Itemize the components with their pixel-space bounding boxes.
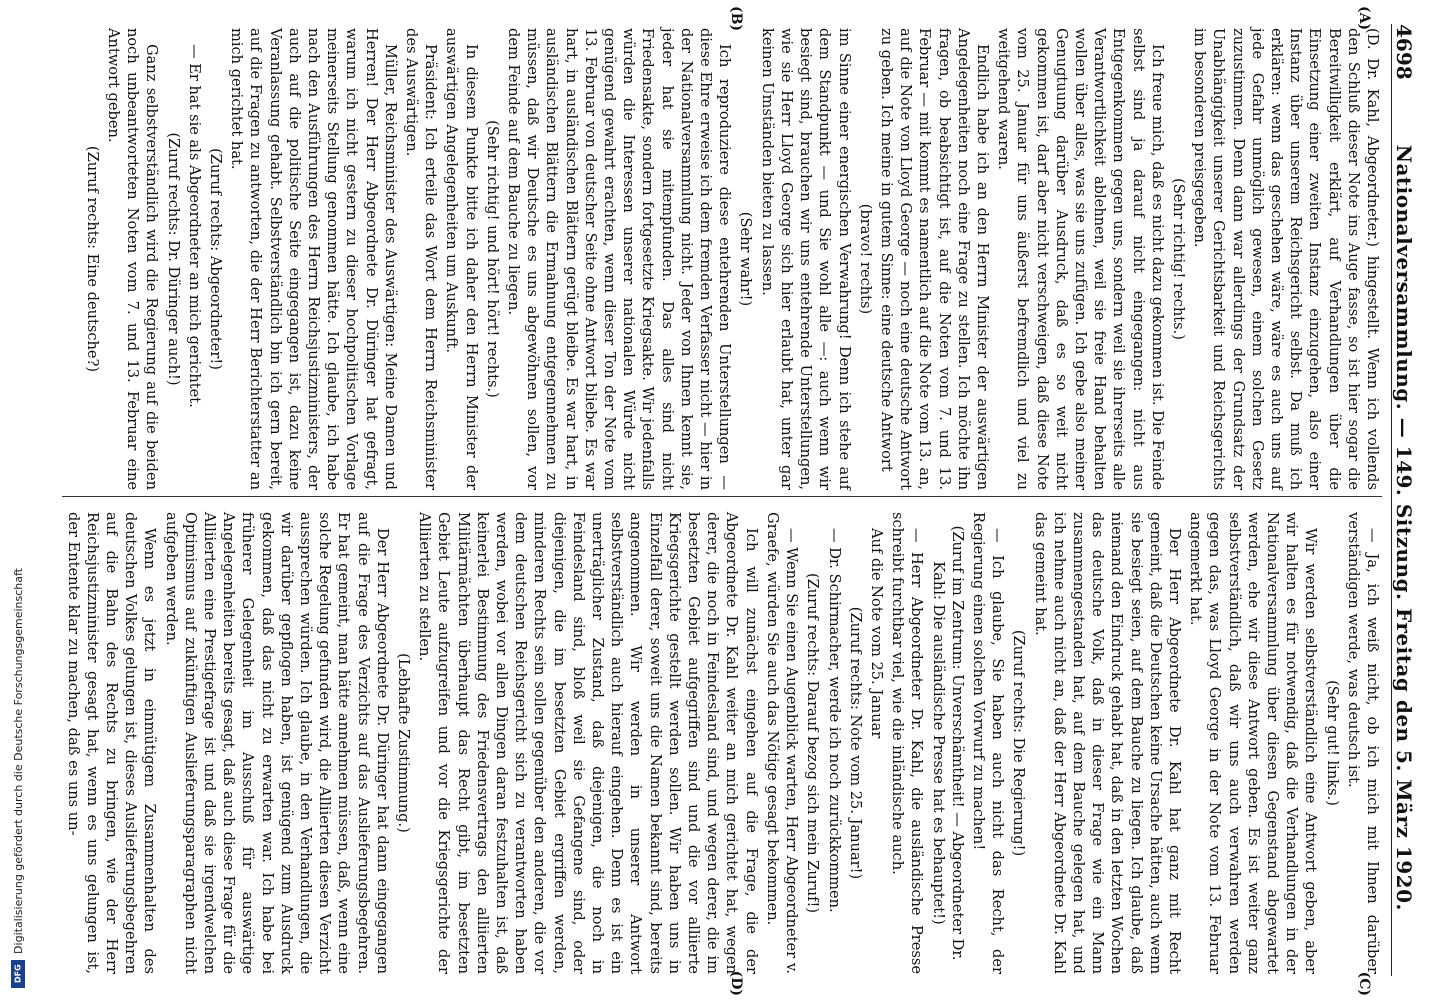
interjection: (Zuruf im Zentrum: Unverschämtheit! — Abgeordneter Dr. Kahl: Die ausländische Presse hat es behauptet!)	[929, 525, 966, 961]
paragraph: Müller, Reichsminister des Auswärtigen: Meine Damen und Herren! Der Herr Abgeordnete Dr. Düringer hat gefragt, warum ich nicht gestern zu dieser hochpolitischen Vorlage meinerseits Stellung genommen hätte. Ich glaube, ich habe nach den Ausführungen des Herrn Reichsjustizministers, der auch auf die politische Seite eingegangen ist, dazu keine Veranlassung gehabt. Selbstverständlich bin ich gern bereit, auf die Fragen zu antworten, die der Herr Berichterstatter an mich gerichtet hat.	[228, 28, 399, 490]
interjection: (Zuruf rechts: Abgeordneter!)	[207, 148, 225, 370]
paragraph: — Er hat sie als Abgeordneter an mich gerichtet.	[185, 44, 203, 408]
page-header	[1391, 24, 1426, 976]
margin-marker-b: (B)	[728, 6, 744, 32]
paragraph: — Ja, ich weiß nicht, ob ich mich mit Ihnen darüber verständigen werde, was deutsch ist.	[1344, 512, 1381, 974]
paragraph: — Ich glaube, Sie haben auch nicht das Recht, der Regierung einen solchen Vorwurf zu machen!	[969, 512, 1007, 974]
interjection: (Sehr richtig! rechts.)	[1169, 178, 1187, 340]
paragraph: Der Herr Abgeordnete Dr. Düringer hat dann eingegangen auf die Frage des Verzichts auf das Auslieferungsbegehren. Er hat gemeint, man hätte annehmen müssen, daß, wenn eine solche Regelung gefunden wird, die Alliierten diesen Verzicht aussprechen würden. Ich glaube, in den Verhandlungen, die wir darüber gepflogen haben, ist genügend zum Ausdruck gekommen, daß das nicht zu erwarten war. Ich habe bei früherer Gelegenheit im Ausschuß für auswärtige Angelegenheiten bereits gesagt, daß auch diese Frage für die Alliierten eine Prestigefrage ist und daß sie irgendwelchen Optimismus auf zukünftigen Auslieferungsparagraphen nicht aufgeben werden.	[162, 512, 391, 974]
paragraph: In diesem Punkte bitte ich daher den Herrn Minister der auswärtigen Angelegenheiten um Auskunft.	[443, 28, 480, 490]
margin-marker-a: (A)	[1356, 6, 1372, 31]
paragraph: Auf die Note vom 25. Januar	[867, 528, 885, 739]
paragraph: Endlich habe ich an den Herrn Minister der auswärtigen Angelegenheiten noch eine Frage zu stellen. Ich möchte ihn fragen, ob beabsichtigt ist, auf die Noten vom 7. und 13. Februar — mit kommt es namentlich auf die Note vom 13. an, auf die Note von Lloyd George — noch eine deutsche Antwort zu geben. Ich meine in gutem Sinne: eine deutsche Antwort	[877, 28, 991, 490]
interjection: (Sehr wahr!)	[737, 211, 755, 307]
interjection: (Zuruf rechts: Darauf bezog sich mein Zuruf!)	[804, 572, 822, 914]
dfg-logo: DFG	[11, 960, 25, 988]
paragraph: Der Herr Abgeordnete Dr. Kahl hat ganz mit Recht gemeint, daß die Deutschen keine Ursache hätten, auch wenn sie besiegt seien, auf dem Bauche zu liegen. Ich glaube, daß niemand den Eindruck gehabt hat, daß in den letzten Wochen das deutsche Volk, daß in dieser Frage wie ein Mann zusammengestanden hat, auf dem Bauche gelegen hat, und ich nehme auch nicht an, daß der Herr Abgeordnete Dr. Kahl das gemeint hat.	[1031, 512, 1183, 974]
credit-text: Digitalisierung gefördert durch die Deutsche Forschungsgemeinschaft	[11, 568, 25, 954]
interjection: (Lebhafte Zustimmung.)	[395, 653, 413, 833]
paragraph: Wir werden selbstverständlich eine Antwort geben, aber wir halten es für notwendig, daß die Verhandlungen in der Nationalversammlung über diesen Gegenstand abgewartet werden, ehe wir diese Antwort geben. Es ist weiter ganz selbstverständlich, daß wir uns auch verwahren werden gegen das, was Lloyd George in der Note vom 13. Februar angemerkt hat.	[1187, 512, 1320, 974]
paragraph: im Sinne einer energischen Verwahrung! Denn ich stehe auf dem Standpunkt — und Sie wohl alle —: auch wenn wir besiegt sind, brauchen wir uns entehrende Unterstellungen, wie sie Herr Lloyd George sich hier erlaubt hat, unter gar keinen Umständen bieten zu lassen.	[758, 28, 853, 490]
interjection: (Sehr gut! links.)	[1323, 680, 1341, 806]
document-page	[40, 0, 1434, 1000]
page-number: 4698	[1392, 24, 1416, 80]
interjection: (Zuruf rechts: Die Regierung!)	[1010, 629, 1028, 857]
left-column	[67, 28, 1382, 490]
right-column	[64, 512, 1382, 974]
paragraph: (D. Dr. Kahl, Abgeordneter.) hingestellt. Wenn ich vollends den Schluß dieser Note ins Auge fasse, so ist hier sogar die Bereitwilligkeit erklärt, auf Verhandlungen über die Einsetzung einer zweiten Instanz einzugehen, also einer Instanz über unserem Reichsgericht selbst. Da muß ich erklären: wenn das geschehen wäre, wäre es auch uns auf jede Gefahr unmöglich gewesen, einem solchen Gesetz zuzustimmen. Denn dann war allerdings der Grundsatz der Unabhängigkeit unserer Gerichtsbarkeit und Reichsgerichts im besonderen preisgegeben.	[1191, 28, 1381, 490]
interjection: (Sehr richtig! und hört! hört! rechts.)	[483, 120, 501, 398]
interjection: (bravo! rechts)	[856, 203, 874, 315]
paragraph: Wenn es jetzt in einmütigem Zusammenhalten des deutschen Volkes gelungen ist, dieses Auslieferungsbegehren auf die Bahn des Rechts zu bringen, wie der Herr Reichsjustizminister gesagt hat, wenn es uns gelungen ist, der Entente klar zu machen, daß es uns un-	[64, 512, 159, 974]
paragraph: Präsident: Ich erteile das Wort dem Herrn Reichsminister des Auswärtigen.	[403, 28, 440, 490]
page-title: Nationalversammlung. — 149. Sitzung. Freitag den 5. März 1920.	[1392, 144, 1416, 911]
paragraph: — Dr. Schirmacher, werde ich noch zurückkommen.	[825, 528, 843, 913]
paragraph: Ich reproduziere diese entehrenden Unterstellungen — diese Ehre erweise ich dem fremden Verfasser nicht — hier in der Nationalversammlung nicht. Jeder von Ihnen kennt sie, jeder hat sie mitempfunden. Das alles sind nicht Friedensakte, sondern fortgesetzte Kriegsakte. Wir jedenfalls würden die Interessen unserer nationalen Würde nicht genügend gewahrt erachten, wenn dieser Ton der Note vom 13. Februar von deutscher Seite ohne Antwort bliebe. Es war hart, in ausländischen Blättern gerügt bleibe. Es war hart, in ausländischen Blättern die Ermahnung entgegennehmen zu müssen, daß wir Deutsche es uns abgewöhnen sollen, vor dem Feinde auf dem Bauche zu liegen.	[505, 28, 734, 490]
paragraph: — Wenn Sie einen Augenblick warten, Herr Abgeordneter v. Graefe, würden Sie auch das Nötige gesagt bekommen.	[763, 512, 801, 974]
column-divider	[62, 496, 1382, 497]
margin-marker-c: (C)	[1356, 971, 1372, 996]
paragraph: Ich freue mich, daß es nicht dazu gekommen ist. Die Feinde selbst sind ja darauf nicht eingegangen: nicht aus Entgegenkommen gegen uns, sondern weil sie ihrerseits alle Verantwortlichkeit ablehnen, weil sie freie Hand behalten wollen über alles, was sie uns zufügen. Ich gebe also meiner Genugtuung darüber Ausdruck, daß es so weit nicht gekommen ist, darf aber nicht verschweigen, daß diese Note vom 25. Januar für uns äußerst befremdlich und viel zu weitgehend waren.	[995, 28, 1166, 490]
digitization-credit	[8, 168, 28, 988]
paragraph: Ich will zunächst eingehen auf die Frage, die der Abgeordnete Dr. Kahl weiter an mich gerichtet hat, wegen derer, die noch in Feindesland sind, und wegen derer, die im besetzten Gebiet aufgegriffen sind und die vor alliierte Kriegsgerichte gestellt werden sollen. Wir haben uns in Einzelfall derer, soweit uns die Namen bekannt sind, bereits angenommen. Wir werden in unserer Antwort selbstverständlich auch hierauf eingehen. Denn es ist ein unerträglicher Zustand, daß diejenigen, die noch in Feindesland sind, bloß weil sie Gefangene sind, oder diejenigen, die im besetzten Gebiet ergriffen werden, minderen Rechts sein sollen gegenüber den anderen, die vor dem deutschen Reichsgericht sich zu verantworten haben werden, wobei vor allen Dingen daran festzuhalten ist, daß keinerlei Bestimmung des Friedensvertrags den alliierten Militärmächten überhaupt das Recht gibt, im besetzten Gebiet Leute aufzugreifen und vor die Kriegsgerichte der Alliierten zu stellen.	[416, 512, 760, 974]
margin-marker-d: (D)	[728, 970, 744, 996]
interjection: (Zuruf rechts: Note vom 25. Januar!)	[846, 606, 864, 880]
paragraph: Ganz selbstverständlich wird die Regierung auf die beiden noch unbeantworteten Noten vom 7. und 13. Februar eine Antwort geben.	[105, 28, 161, 490]
paragraph: — Herr Abgeordneter Dr. Kahl, die ausländische Presse schreibt furchtbar viel, wie die inländische auch.	[889, 512, 926, 974]
interjection: (Zuruf rechts: Eine deutsche?)	[83, 145, 101, 373]
interjection: (Zuruf rechts: Dr. Düringer auch!)	[164, 132, 182, 386]
